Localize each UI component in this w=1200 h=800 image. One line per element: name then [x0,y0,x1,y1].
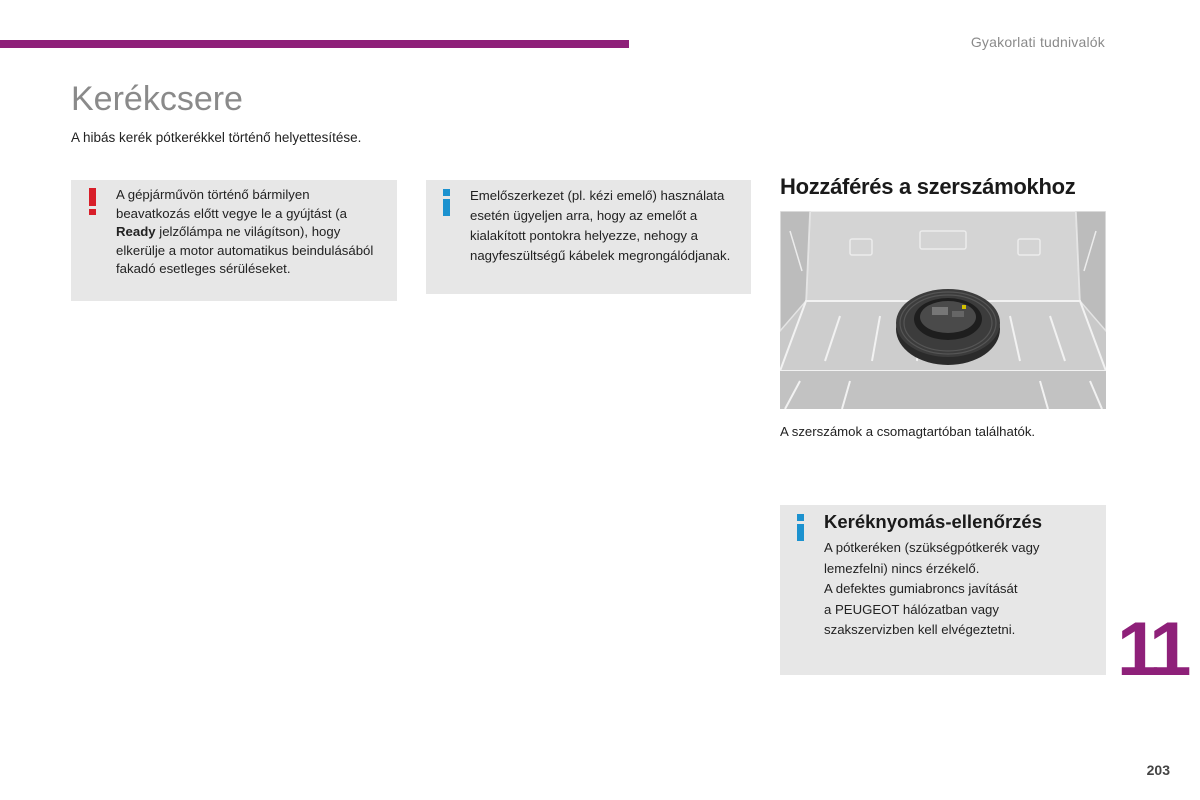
page-subtitle: A hibás kerék pótkerékkel történő helyettesítése. [71,130,362,145]
ready-indicator-label: Ready [116,224,156,239]
page-title: Kerékcsere [71,80,243,118]
warning-note [71,180,397,301]
info-note [426,180,751,294]
tools-section-title: Hozzáférés a szerszámokhoz [780,174,1076,199]
section-header: Gyakorlati tudnivalók [970,34,1105,50]
chapter-number: 11 [1117,607,1186,692]
info-note-text: Emelőszerkezet (pl. kézi emelő) használata esetén ügyeljen arra, hogy az emelőt a kialakított pontokra helyezze, nehogy a nagyfeszültségű kábelek megrongálódjanak. [470,188,731,263]
header-accent-bar [0,40,629,48]
tools-caption: A szerszámok a csomagtartóban találhatók. [780,424,1036,439]
tire-pressure-title: Keréknyomás-ellenőrzés [824,511,1042,532]
exclamation-icon [84,188,100,214]
info-icon [796,514,806,540]
trunk-spare-wheel-illustration [780,211,1106,409]
info-icon [442,189,452,215]
tire-pressure-note [780,505,1106,675]
page-number: 203 [1146,762,1170,778]
warning-note-text: A gépjárművön történő bármilyen beavatkozás előtt vegye le a gyújtást (a Ready jelzőlámpa ne világítson), hogy elkerülje a motor automatikus beindulásából fakadó esetleges sérüléseket. [116,187,374,276]
tire-pressure-text: A pótkeréken (szükségpótkerék vagy lemezfelni) nincs érzékelő. A defektes gumiabroncs javítását a PEUGEOT hálózatban vagy szakszervizben kell elvégeztetni. [824,540,1040,637]
